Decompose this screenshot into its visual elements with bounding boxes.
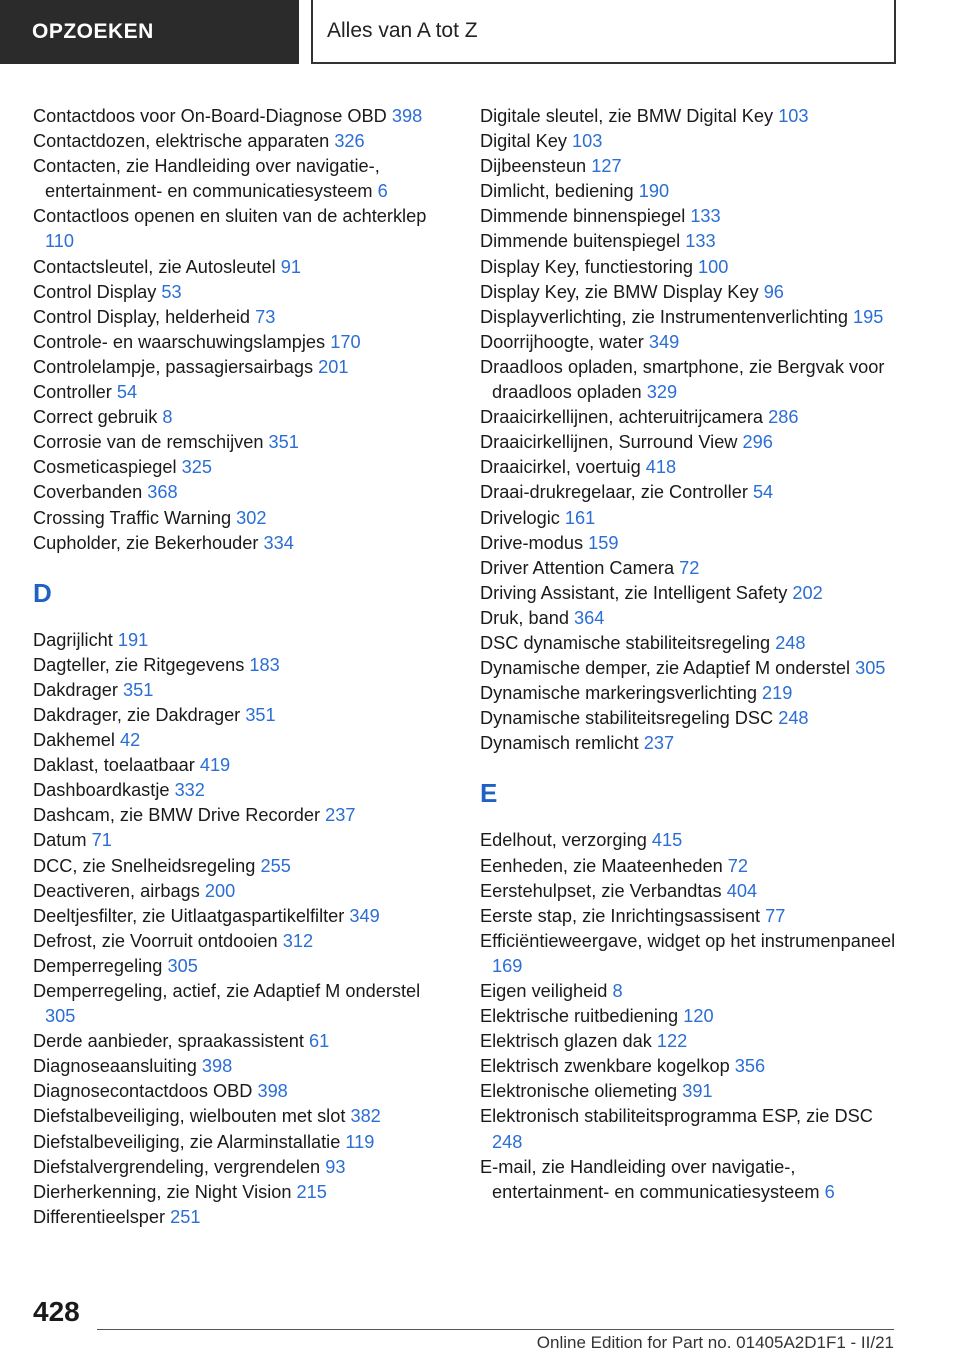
- index-entry: [480, 1054, 900, 1079]
- index-entry: [480, 1004, 900, 1029]
- index-entry-term: Deactiveren, airbags: [33, 880, 200, 901]
- index-page-link[interactable]: 200: [204, 880, 236, 901]
- index-entry-term: Diagnoseaansluiting: [33, 1056, 197, 1077]
- index-page-link[interactable]: 72: [679, 557, 700, 578]
- index-page-link[interactable]: 61: [309, 1031, 330, 1052]
- index-entry-term: Dynamische demper, zie Adaptief M onderstel: [480, 658, 851, 679]
- index-entry-term: Eenheden, zie Maateenheden: [480, 855, 723, 876]
- index-entry-term: Differentieelsper: [33, 1206, 166, 1227]
- index-entry-term: Diefstalbeveiliging, wielbouten met slot: [33, 1106, 346, 1127]
- index-entry: [33, 979, 453, 1029]
- index-page-link[interactable]: 120: [683, 1006, 714, 1027]
- edition-note: Online Edition for Part no. 01405A2D1F1 - II/21: [536, 1333, 894, 1352]
- index-page-link[interactable]: 326: [334, 131, 365, 152]
- index-entry-term: Contactloos openen en sluiten van de achterklep: [33, 206, 427, 227]
- index-page-link[interactable]: 351: [122, 679, 154, 700]
- index-entry-term: Contactsleutel, zie Autosleutel: [33, 256, 276, 277]
- index-entry-term: Displayverlichting, zie Instrumentenverlichting: [480, 306, 848, 327]
- index-entry: [480, 229, 900, 254]
- index-entry: [480, 606, 900, 631]
- index-entry: [33, 104, 453, 129]
- index-entry-term: Dagrijlicht: [33, 629, 113, 650]
- index-entry-term: Crossing Traffic Warning: [33, 507, 232, 528]
- index-entry-term: Drive-modus: [480, 532, 584, 553]
- index-entry: [33, 380, 453, 405]
- index-page-link[interactable]: 398: [391, 106, 423, 126]
- index-entry-term: Dynamische stabiliteitsregeling DSC: [480, 708, 774, 729]
- index-entry-term: Daklast, toelaatbaar: [33, 755, 195, 776]
- index-entry-term: DCC, zie Snelheidsregeling: [33, 855, 256, 876]
- index-entry: [480, 104, 900, 129]
- index-page-link[interactable]: 190: [638, 181, 670, 202]
- index-entry: [33, 828, 453, 853]
- index-page-link[interactable]: 312: [282, 930, 314, 951]
- index-page-link[interactable]: 202: [792, 582, 823, 603]
- index-entry: [33, 1079, 453, 1104]
- index-page-link[interactable]: 54: [116, 382, 138, 403]
- index-entry-term: Dimlicht, bediening: [480, 181, 634, 202]
- index-page-link[interactable]: 133: [685, 231, 716, 252]
- index-entry-term: Datum: [33, 830, 87, 851]
- index-entry-term: Dierherkenning, zie Night Vision: [33, 1181, 292, 1202]
- index-entry: [33, 954, 453, 979]
- index-entry-term: Controlelampje, passagiersairbags: [33, 356, 314, 377]
- index-page-link[interactable]: 351: [268, 432, 299, 453]
- index-entry-term: Controle- en waarschuwingslampjes: [33, 331, 326, 352]
- index-entry: [33, 280, 453, 305]
- index-entry-term: Druk, band: [480, 607, 569, 628]
- index-entry-term: Dashcam, zie BMW Drive Recorder: [33, 805, 321, 826]
- section-tab: OPZOEKEN: [0, 0, 299, 64]
- index-entry-term: Corrosie van de remschijven: [33, 432, 264, 453]
- index-column-left: [33, 104, 453, 1230]
- index-entry-term: Eigen veiligheid: [480, 981, 608, 1001]
- index-page-link[interactable]: 332: [174, 780, 205, 801]
- index-entry: [33, 305, 453, 330]
- index-page-link[interactable]: 398: [201, 1056, 233, 1077]
- index-entry: [480, 556, 900, 581]
- page-number: 428: [33, 1296, 80, 1327]
- index-page-link[interactable]: 103: [572, 131, 603, 152]
- index-entry-term: Efficiëntieweergave, widget op het instrumenpaneel: [480, 930, 896, 951]
- index-entry: [480, 154, 900, 179]
- index-entry: [480, 129, 900, 154]
- index-entry: [480, 480, 900, 505]
- index-page-link[interactable]: 8: [162, 407, 173, 428]
- index-page-link[interactable]: 251: [170, 1206, 201, 1227]
- index-column-right: [480, 104, 900, 1205]
- index-entry: [33, 255, 453, 280]
- index-entry: [480, 706, 900, 731]
- index-entry: [33, 929, 453, 954]
- index-page-link[interactable]: 286: [768, 407, 799, 428]
- index-entry-term: Correct gebruik: [33, 407, 158, 428]
- index-page-link[interactable]: 54: [752, 482, 774, 503]
- index-entry: [480, 631, 900, 656]
- index-letter-heading: D: [33, 577, 52, 608]
- index-page-link[interactable]: 418: [645, 457, 677, 478]
- index-page-link[interactable]: 349: [648, 331, 680, 352]
- index-entry: [480, 430, 900, 455]
- index-entry: [480, 280, 900, 305]
- index-entry-term: Digital Key: [480, 131, 567, 152]
- index-entry-term: Demperregeling, actief, zie Adaptief M onderstel: [33, 981, 421, 1001]
- index-entry-term: Dagteller, zie Ritgegevens: [33, 654, 245, 675]
- index-entry: [33, 129, 453, 154]
- index-entry-term: Draaicirkellijnen, achteruitrijcamera: [480, 407, 764, 428]
- index-page-link[interactable]: 119: [345, 1131, 375, 1152]
- index-entry-term: E-mail, zie Handleiding over navigatie-, entertainment- en communicatiesysteem: [480, 1156, 820, 1202]
- index-entry-term: Driving Assistant, zie Intelligent Safety: [480, 582, 788, 603]
- index-entry-term: Control Display, helderheid: [33, 306, 251, 327]
- index-page-link[interactable]: 329: [646, 382, 678, 403]
- index-entry-term: Dakdrager: [33, 679, 118, 700]
- index-page-link[interactable]: 42: [119, 730, 141, 751]
- index-page-link[interactable]: 391: [682, 1081, 713, 1102]
- index-entry: [33, 1130, 453, 1155]
- index-page-link[interactable]: 201: [318, 356, 349, 377]
- index-entry-term: Deeltjesfilter, zie Uitlaatgaspartikelfilter: [33, 905, 345, 926]
- index-entry: [33, 703, 453, 728]
- index-entry-term: Edelhout, verzorging: [480, 830, 647, 851]
- index-page-link[interactable]: 237: [325, 805, 356, 826]
- index-entry-term: Doorrijhoogte, water: [480, 331, 644, 352]
- index-entry-term: Contactdoos voor On-Board-Diagnose OBD: [33, 106, 387, 126]
- index-entry: [480, 255, 900, 280]
- index-page-link[interactable]: 248: [492, 1131, 523, 1152]
- index-entry: [33, 154, 453, 204]
- index-entry-term: Elektrische ruitbediening: [480, 1006, 679, 1027]
- index-entry: [33, 1155, 453, 1180]
- index-entry: [480, 179, 900, 204]
- index-entry-term: Draaicirkel, voertuig: [480, 457, 641, 478]
- index-entry: [480, 731, 900, 756]
- index-entry: [480, 330, 900, 355]
- index-entry: [33, 904, 453, 929]
- index-page-link[interactable]: 215: [296, 1181, 327, 1202]
- index-entry: [480, 854, 900, 879]
- index-page-link[interactable]: 248: [775, 632, 806, 653]
- index-entry-term: Draadloos opladen, smartphone, zie Bergvak voor draadloos opladen: [480, 356, 885, 403]
- index-entry: [480, 929, 900, 979]
- index-entry: [33, 1029, 453, 1054]
- index-page-link[interactable]: 305: [45, 1006, 76, 1027]
- index-entry: [33, 531, 453, 556]
- index-page-link[interactable]: 53: [161, 281, 182, 302]
- index-entry-term: Coverbanden: [33, 482, 143, 503]
- index-page-link[interactable]: 159: [588, 532, 619, 553]
- index-entry-term: Demperregeling: [33, 955, 163, 976]
- index-page-link[interactable]: 296: [742, 432, 773, 453]
- index-entry-term: Elektrisch zwenkbare kogelkop: [480, 1056, 730, 1077]
- index-entry-term: Contactdozen, elektrische apparaten: [33, 131, 330, 152]
- index-entry-term: Dijbeensteun: [480, 156, 587, 177]
- index-page-link[interactable]: 356: [734, 1056, 766, 1077]
- index-page-link[interactable]: 351: [245, 704, 276, 725]
- index-page-link[interactable]: 419: [199, 755, 231, 776]
- index-entry-term: Cosmeticaspiegel: [33, 457, 177, 478]
- index-page-link[interactable]: 305: [855, 658, 886, 679]
- index-entry-term: Elektrisch glazen dak: [480, 1031, 652, 1052]
- index-entry: [33, 1054, 453, 1079]
- index-entry-term: Dimmende binnenspiegel: [480, 206, 686, 227]
- index-entry-term: Dynamisch remlicht: [480, 733, 639, 754]
- index-page-link[interactable]: 161: [564, 507, 596, 528]
- index-page-link[interactable]: 103: [778, 106, 809, 126]
- index-entry: [33, 1180, 453, 1205]
- index-page-link[interactable]: 219: [762, 683, 793, 704]
- index-entry-term: Driver Attention Camera: [480, 557, 675, 578]
- index-entry-term: Defrost, zie Voorruit ontdooien: [33, 930, 278, 951]
- chapter-title: Alles van A tot Z: [311, 0, 896, 64]
- index-page-link[interactable]: 6: [824, 1181, 835, 1202]
- index-page-link[interactable]: 195: [853, 306, 884, 327]
- index-entry: [480, 1155, 900, 1205]
- index-entry-term: Eerstehulpset, zie Verbandtas: [480, 880, 722, 901]
- index-entry: [480, 1029, 900, 1054]
- index-entry: [480, 979, 900, 1004]
- index-entry-term: Eerste stap, zie Inrichtingsassisent: [480, 905, 761, 926]
- index-entry-term: Dynamische markeringsverlichting: [480, 683, 757, 704]
- index-entry-term: Digitale sleutel, zie BMW Digital Key: [480, 106, 774, 126]
- index-entry: [480, 405, 900, 430]
- index-entry: [33, 854, 453, 879]
- index-entry: [33, 1104, 453, 1129]
- index-entry-term: Dakdrager, zie Dakdrager: [33, 704, 241, 725]
- index-entry: [480, 681, 900, 706]
- index-entry: [33, 355, 453, 380]
- index-entry-term: Dashboardkastje: [33, 780, 170, 801]
- index-entry: [480, 531, 900, 556]
- index-page-link[interactable]: 122: [656, 1031, 688, 1052]
- index-entry: [480, 204, 900, 229]
- index-page-link[interactable]: 6: [377, 181, 388, 202]
- index-entry-term: Display Key, zie BMW Display Key: [480, 281, 759, 302]
- index-page-link[interactable]: 334: [263, 532, 294, 553]
- index-entry: [33, 455, 453, 480]
- index-entry: [33, 728, 453, 753]
- index-entry-term: Contacten, zie Handleiding over navigatie-, entertainment- en communicatiesysteem: [33, 156, 380, 202]
- index-entry-term: Display Key, functiestoring: [480, 256, 693, 277]
- index-entry: [33, 1205, 453, 1230]
- index-entry-term: Elektronisch stabiliteitsprogramma ESP, zie DSC: [480, 1106, 873, 1127]
- index-entry: [480, 1079, 900, 1104]
- index-page-link[interactable]: 72: [727, 855, 748, 876]
- index-entry: [480, 305, 900, 330]
- index-entry-term: Derde aanbieder, spraakassistent: [33, 1031, 304, 1052]
- index-entry-term: Dimmende buitenspiegel: [480, 231, 681, 252]
- index-page-link[interactable]: 8: [612, 981, 623, 1001]
- index-page-link[interactable]: 96: [763, 281, 784, 302]
- index-entry-term: Draai-drukregelaar, zie Controller: [480, 482, 748, 503]
- index-entry-term: Cupholder, zie Bekerhouder: [33, 532, 259, 553]
- index-entry: [480, 581, 900, 606]
- index-page-link[interactable]: 91: [280, 256, 301, 277]
- index-page-link[interactable]: 398: [257, 1081, 288, 1102]
- index-entry: [33, 803, 453, 828]
- index-entry: [33, 506, 453, 531]
- index-page-link[interactable]: 110: [45, 231, 74, 252]
- index-page-link[interactable]: 404: [726, 880, 758, 901]
- index-entry: [33, 753, 453, 778]
- index-page-link[interactable]: 255: [260, 855, 291, 876]
- index-entry: [480, 1104, 900, 1154]
- index-entry: [480, 828, 900, 853]
- index-page-link[interactable]: 100: [698, 256, 729, 277]
- index-page-link[interactable]: 169: [492, 955, 523, 976]
- footer-divider: [97, 1329, 894, 1330]
- index-page-link[interactable]: 71: [91, 830, 112, 851]
- index-entry: [33, 405, 453, 430]
- index-entry-term: DSC dynamische stabiliteitsregeling: [480, 632, 771, 653]
- page-header: [0, 0, 960, 66]
- index-entry: [480, 656, 900, 681]
- index-entry: [480, 355, 900, 405]
- index-entry: [480, 904, 900, 929]
- index-page-link[interactable]: 364: [574, 607, 605, 628]
- index-entry-term: Drivelogic: [480, 507, 560, 528]
- index-entry-term: Diagnosecontactdoos OBD: [33, 1081, 253, 1102]
- index-page-link[interactable]: 382: [350, 1106, 381, 1127]
- index-entry: [33, 653, 453, 678]
- index-page-link[interactable]: 191: [117, 629, 149, 650]
- index-page-link[interactable]: 305: [167, 955, 198, 976]
- index-entry: [33, 430, 453, 455]
- index-entry: [33, 879, 453, 904]
- index-page-link[interactable]: 183: [249, 654, 280, 675]
- index-entry-term: Dakhemel: [33, 730, 115, 751]
- index-page-link[interactable]: 73: [255, 306, 276, 327]
- index-entry-term: Control Display: [33, 281, 157, 302]
- index-page-link[interactable]: 325: [181, 457, 212, 478]
- index-page-link[interactable]: 302: [236, 507, 267, 528]
- index-entry-term: Elektronische oliemeting: [480, 1081, 678, 1102]
- index-entry: [33, 330, 453, 355]
- index-entry-term: Controller: [33, 382, 112, 403]
- index-entry-term: Draaicirkellijnen, Surround View: [480, 432, 738, 453]
- index-entry-term: Diefstalbeveiliging, zie Alarminstallatie: [33, 1131, 341, 1152]
- index-entry: [480, 455, 900, 480]
- index-entry: [480, 506, 900, 531]
- index-entry: [33, 678, 453, 703]
- index-page-link[interactable]: 237: [643, 733, 675, 754]
- index-entry: [33, 628, 453, 653]
- index-page-link[interactable]: 77: [765, 905, 786, 926]
- index-page-link[interactable]: 349: [349, 905, 380, 926]
- index-entry: [33, 480, 453, 505]
- index-page-link[interactable]: 368: [147, 482, 178, 503]
- index-page-link[interactable]: 170: [330, 331, 361, 352]
- index-letter-heading: E: [480, 778, 498, 809]
- index-page-link[interactable]: 415: [651, 830, 683, 851]
- index-entry: [33, 778, 453, 803]
- index-page-link[interactable]: 133: [690, 206, 721, 227]
- index-page-link[interactable]: 93: [325, 1156, 346, 1177]
- index-page-link[interactable]: 127: [591, 156, 622, 177]
- index-page-link[interactable]: 248: [778, 708, 809, 729]
- index-entry: [480, 879, 900, 904]
- index-entry-term: Diefstalvergrendeling, vergrendelen: [33, 1156, 321, 1177]
- index-entry: [33, 204, 453, 254]
